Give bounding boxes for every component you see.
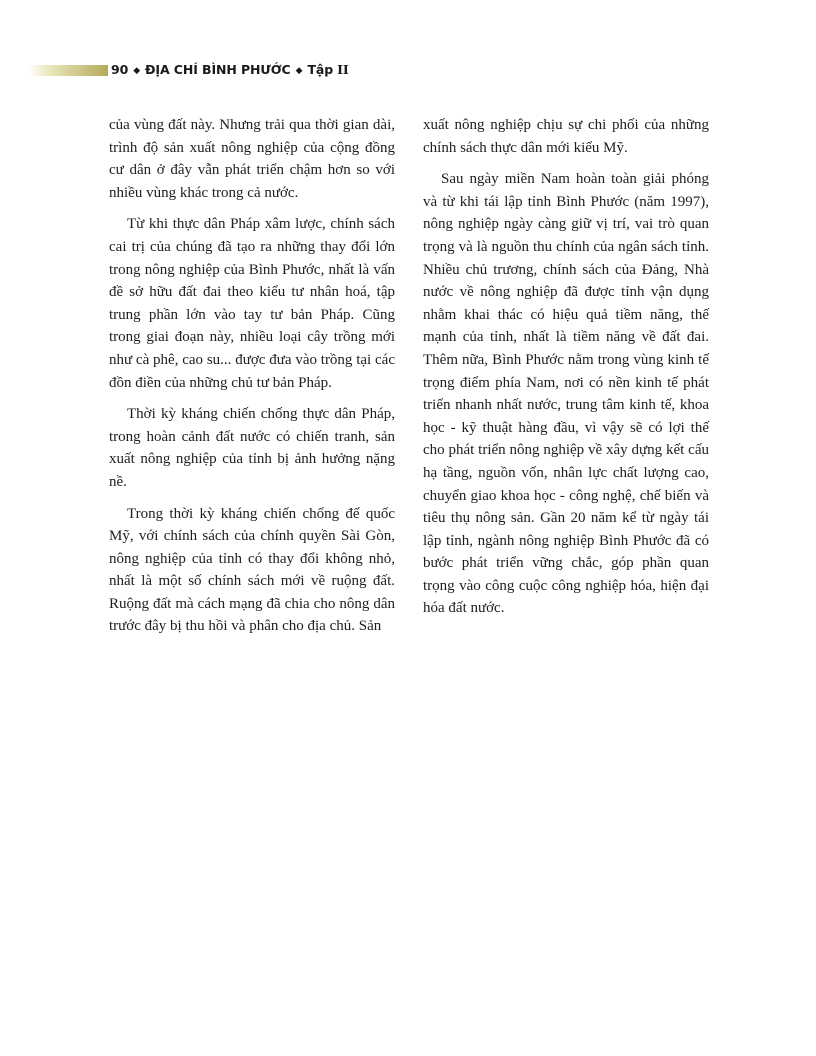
volume-label: Tập [307, 62, 334, 77]
paragraph: của vùng đất này. Nhưng trải qua thời gian dài, trình độ sản xuất nông nghiệp của cộng đồng cư dân ở đây vẫn phát triển chậm hơn so với nhiều vùng khác trong cả nước. [109, 117, 395, 201]
header-decorative-bar [28, 65, 108, 76]
paragraph: Sau ngày miền Nam hoàn toàn giải phóng và từ khi tái lập tỉnh Bình Phước (năm 1997), nông nghiệp ngày càng giữ vị trí, vai trò quan trọng và là nguồn thu chính của ngân sách tỉnh. Nhiều chủ trương, chính sách của Đảng, Nhà nước về nông nghiệp đã được tỉnh vận dụng nhằm khai thác có hiệu quả tiềm năng, thế mạnh của tỉnh, nhất là tiềm năng về đất đai. Thêm nữa, Bình Phước nằm trong vùng kinh tế trọng điểm phía Nam, nơi có nền kinh tế phát triển nhanh nhất nước, trung tâm kinh tế, khoa học - kỹ thuật hàng đầu, vì vậy sẽ có lợi thế cho phát triển nông nghiệp về xây dựng kết cấu hạ tầng, nguồn vốn, nhân lực chất lượng cao, chuyển giao khoa học - công nghệ, chế biến và tiêu thụ nông sản. Gần 20 năm kể từ ngày tái lập tỉnh, ngành nông nghiệp Bình Phước đã có bước phát triển vững chắc, góp phần quan trọng vào công cuộc công nghiệp hóa, hiện đại hóa đất nước. [423, 171, 709, 617]
paragraph: Từ khi thực dân Pháp xâm lược, chính sách cai trị của chúng đã tạo ra những thay đổi lớn trong nông nghiệp của Bình Phước, nhất là vấn đề sở hữu đất đai theo kiểu tư nhân hoá, tập trung phần lớn vào tay tư bản Pháp. Cũng trong giai đoạn này, nhiều loại cây trồng mới như cà phê, cao su... được đưa vào trồng tại các đồn điền của những chủ tư bản Pháp. [109, 216, 395, 391]
right-text-column [423, 114, 709, 629]
diamond-separator-icon: ◆ [295, 66, 303, 76]
diamond-separator-icon: ◆ [133, 66, 141, 76]
volume-number: II [337, 62, 349, 77]
paragraph: Trong thời kỳ kháng chiến chống đế quốc Mỹ, với chính sách của chính quyền Sài Gòn, nông nghiệp của tỉnh có thay đổi không nhỏ, nhất là một số chính sách mới về ruộng đất. Ruộng đất mà cách mạng đã chia cho nông dân trước đây bị thu hồi và phân cho địa chủ. Sản [109, 505, 395, 635]
paragraph: Thời kỳ kháng chiến chống thực dân Pháp, trong hoàn cảnh đất nước có chiến tranh, sản xuất nông nghiệp của tỉnh bị ảnh hưởng nặng nề. [109, 406, 395, 490]
page-number: 90 [111, 62, 129, 77]
book-title: ĐỊA CHÍ BÌNH PHƯỚC [145, 62, 291, 77]
paragraph: xuất nông nghiệp chịu sự chi phối của những chính sách thực dân mới kiểu Mỹ. [423, 117, 709, 156]
left-text-column [109, 114, 395, 647]
running-header [111, 61, 349, 79]
